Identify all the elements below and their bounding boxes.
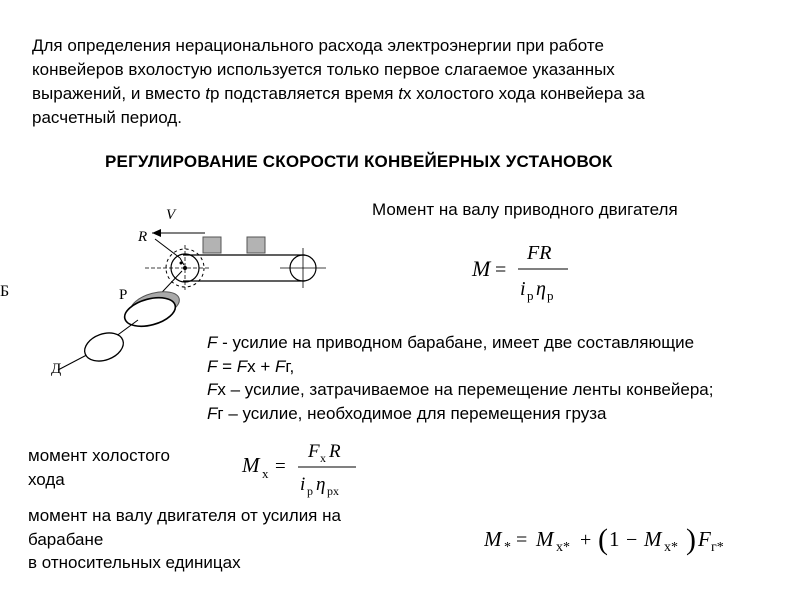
moment-den-i: i [520,278,526,300]
eng-lhs: M [484,527,502,551]
idle-den-eta: η [316,474,326,495]
edge-mark: Б [0,283,10,300]
eng-f-sub: г* [711,540,724,555]
force-var-2e: F [275,356,286,376]
radius-pointer [155,239,180,258]
intro-paragraph [32,34,792,130]
force-var-4: F [207,403,218,423]
forces-line-2-d: х + [247,356,276,376]
idle-den-i-sub: р [307,484,313,498]
eng-eq: = [516,529,528,551]
velocity-label: V [166,207,176,223]
forces-line-2-f: г, [285,356,295,376]
forces-line-1 [207,331,713,355]
engine-label-line-2: барабане [28,529,104,549]
moment-lhs: M [472,256,491,281]
cargo-block-1 [203,237,221,253]
forces-line-3 [207,378,713,402]
drive-drum-center [183,266,187,270]
eng-minus: − [626,529,638,551]
engine-moment-label [28,504,418,575]
eng-one: 1 [609,527,620,551]
drive-drum-dot [180,262,183,265]
engine-label-line-1: момент на валу двигателя от усилия на [28,506,341,525]
motor-label: Д [51,361,62,377]
forces-line-2 [207,355,713,379]
eng-plus: + [580,529,592,551]
engine-moment-formula [484,518,754,560]
forces-line-2-b: = [217,356,237,376]
idle-den-i: i [300,474,306,495]
moment-eq: = [495,259,507,281]
moment-numerator: FR [527,242,552,264]
forces-line-1-text: - усилие на приводном барабане, имеет две составляющие [217,333,695,352]
forces-line-4 [207,402,713,426]
intro-line-3 [32,82,792,106]
intro-line-2: конвейеров вхолостую используется только первое слагаемое указанных [32,60,615,79]
gearbox-label: Р [119,287,128,303]
idle-moment-formula [240,437,370,499]
forces-line-3-text: х – усилие, затрачиваемое на перемещение ленты конвейера; [217,380,714,399]
moment-den-i-sub: р [527,288,534,303]
idle-lhs-sub: х [262,466,269,481]
intro-line-3-c: х холостого хода конвейера за [402,84,645,103]
intro-line-1: Для определения нерационального расхода электроэнергии при работе [32,36,604,55]
radius-label: R [138,229,148,245]
moment-den-eta-sub: р [547,288,554,303]
engine-label-line-3: в относительных единицах [28,553,241,572]
moment-den-eta: η [536,278,546,300]
force-var-2a: F [207,356,218,376]
force-var-2c: F [236,356,248,376]
idle-moment-label: момент холостого хода [28,446,170,489]
forces-line-4-text: г – усилие, необходимое для перемещения груза [217,403,607,423]
idle-num-f-sub: х [320,451,326,465]
intro-line-3-a: выражений, и вместо [32,84,206,103]
idle-num-f: F [308,441,320,462]
forces-block [207,331,713,425]
idle-eq: = [275,456,286,477]
eng-m: M [536,527,554,551]
intro-line-3-b: р подставляется время [210,84,399,103]
eng-m-sub: х* [556,540,570,555]
velocity-arrowhead [152,229,161,237]
eng-lparen: ( [598,523,608,556]
moment-formula [470,235,590,305]
moment-title: Момент на валу приводного двигателя [372,200,678,219]
intro-t1: t [205,84,211,103]
idle-num-r: R [329,441,341,462]
eng-f: F [698,527,711,551]
intro-line-4: расчетный период. [32,108,182,127]
eng-rparen: ) [686,523,696,556]
idle-lhs: M [242,453,260,477]
cargo-block-2 [247,237,265,253]
eng-lhs-sub: * [504,540,511,555]
section-heading: РЕГУЛИРОВАНИЕ СКОРОСТИ КОНВЕЙЕРНЫХ УСТАНОВОК [105,152,613,171]
force-var-1: F [207,333,218,352]
force-var-3: F [207,380,218,399]
eng-m2-sub: х* [664,540,678,555]
eng-m2: M [644,527,662,551]
idle-den-eta-sub: рх [327,484,339,498]
intro-t2: t [398,84,403,103]
